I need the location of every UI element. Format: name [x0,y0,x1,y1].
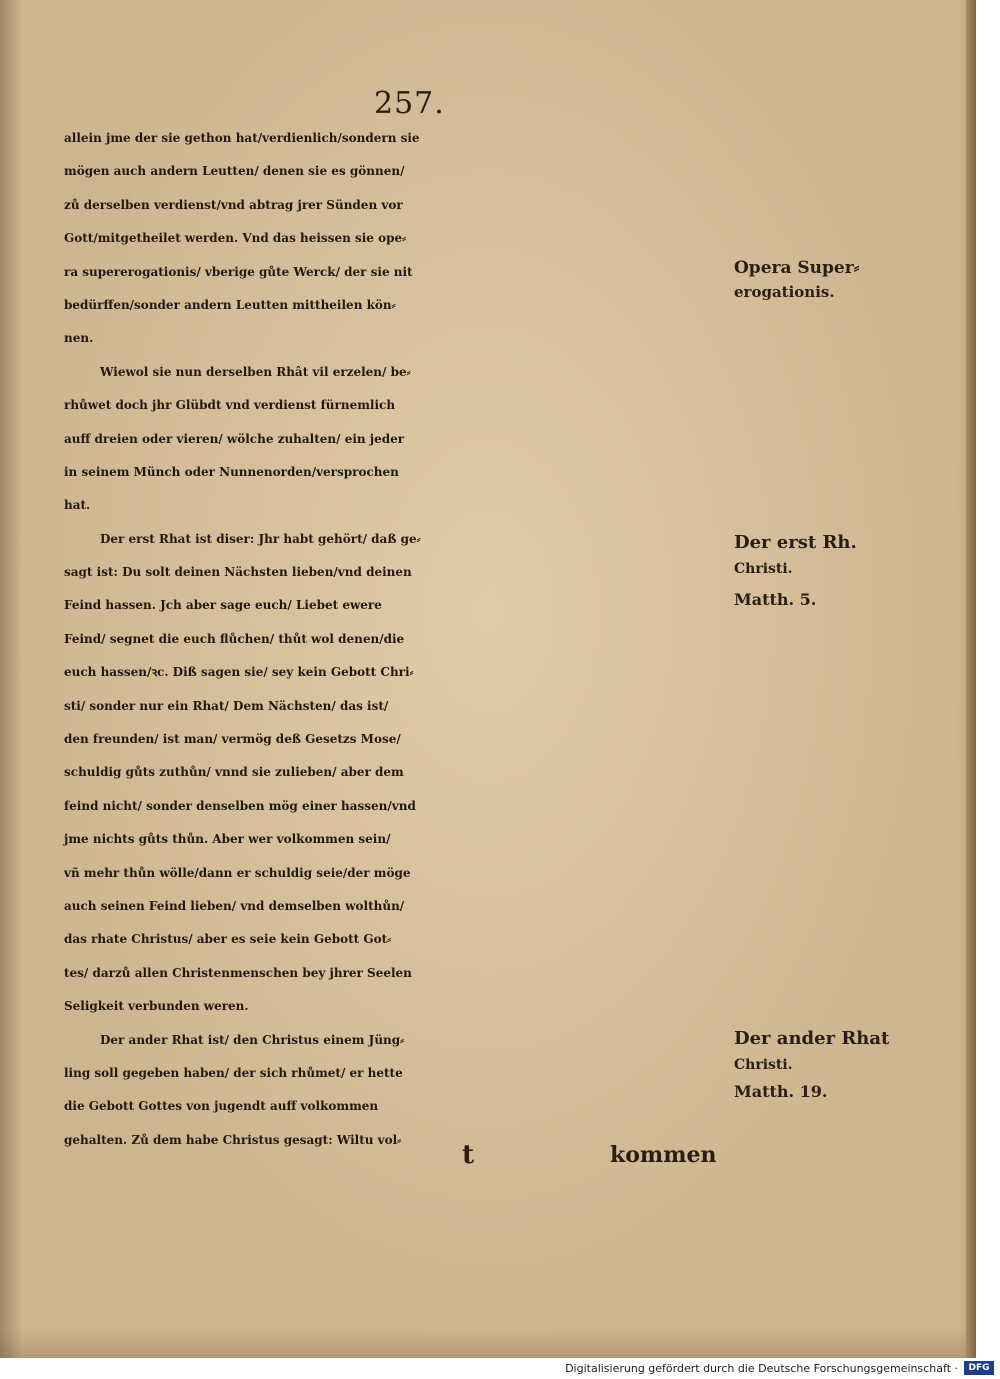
main-text-block [64,122,734,1157]
text-line: in seinem Münch oder Nunnenorden/versprochen [64,464,399,479]
margin-note-line: erogationis. [734,283,835,301]
dfg-logo: DFG [964,1361,994,1375]
text-line: Der erst Rhat ist diser: Jhr habt gehört/ daß ge⸗ [100,531,421,546]
text-line: ra supererogationis/ vberige gůte Werck/ der sie nit [64,264,413,279]
text-line: nen. [64,331,94,346]
margin-note-ander-rhat [734,1026,889,1078]
text-line: sagt ist: Du solt deinen Nächsten lieben/vnd deinen [64,565,412,580]
text-line: sti/ sonder nur ein Rhat/ Dem Nächsten/ das ist/ [64,698,389,713]
text-line: Gott/mitgetheilet werden. Vnd das heissen sie ope⸗ [64,231,407,246]
text-line: Seligkeit verbunden weren. [64,999,249,1014]
text-line: Feind/ segnet die euch flůchen/ thůt wol denen/die [64,631,405,646]
text-line: jme nichts gůts thůn. Aber wer volkommen sein/ [64,832,391,847]
text-line: Feind hassen. Jch aber sage euch/ Liebet ewere [64,598,382,613]
text-line: die Gebott Gottes von jugendt auff volkommen [64,1099,379,1114]
text-line: gehalten. Zů dem habe Christus gesagt: Wiltu vol⸗ [64,1132,402,1147]
text-line: Der ander Rhat ist/ den Christus einem Jüng⸗ [100,1032,405,1047]
signature-mark: t [462,1140,475,1170]
page-edge [966,0,976,1358]
margin-note-line: Christi. [734,561,793,577]
margin-note-line: Christi. [734,1057,793,1073]
text-line: zů derselben verdienst/vnd abtrag jrer Sünden vor [64,197,403,212]
text-line: bedürffen/sonder andern Leutten mittheilen kön⸗ [64,297,396,312]
margin-note-opera [734,256,859,304]
text-line: den freunden/ ist man/ vermög deß Gesetzs Mose/ [64,732,401,747]
text-line: Wiewol sie nun derselben Rhât vil erzelen/ be⸗ [100,364,411,379]
margin-note-line: Der ander Rhat [734,1028,890,1049]
margin-note-line: Der erst Rh. [734,532,857,553]
margin-note-line: Opera Super⸗ [734,258,860,278]
text-line: ling soll gegeben haben/ der sich rhůmet/ er hette [64,1065,403,1080]
text-line: feind nicht/ sonder denselben mög einer hassen/vnd [64,798,416,813]
text-line: auch seinen Feind lieben/ vnd demselben wolthůn/ [64,898,405,913]
page-number: 257. [374,86,445,121]
footer-credit: Digitalisierung gefördert durch die Deutsche Forschungsgemeinschaft · [565,1362,958,1375]
text-line: hat. [64,498,91,513]
text-line: vñ mehr thůn wölle/dann er schuldig seie/der möge [64,865,411,880]
text-line: auff dreien oder vieren/ wölche zuhalten/ ein jeder [64,431,405,446]
catchword: kommen [610,1142,717,1168]
text-line: allein jme der sie gethon hat/verdienlich/sondern sie [64,131,420,145]
margin-note-matth5: Matth. 5. [734,590,817,609]
text-line: tes/ darzů allen Christenmenschen bey jhrer Seelen [64,965,412,980]
margin-note-matth19: Matth. 19. [734,1082,828,1101]
text-line: rhůwet doch jhr Glübdt vnd verdienst fürnemlich [64,398,396,413]
text-line: das rhate Christus/ aber es seie kein Gebott Got⸗ [64,932,392,947]
text-line: euch hassen/ꝛc. Diß sagen sie/ sey kein Gebott Chri⸗ [64,665,414,680]
margin-note-erst-rhat [734,530,857,582]
text-line: schuldig gůts zuthůn/ vnnd sie zulieben/ aber dem [64,765,404,780]
text-line: mögen auch andern Leutten/ denen sie es gönnen/ [64,164,405,179]
